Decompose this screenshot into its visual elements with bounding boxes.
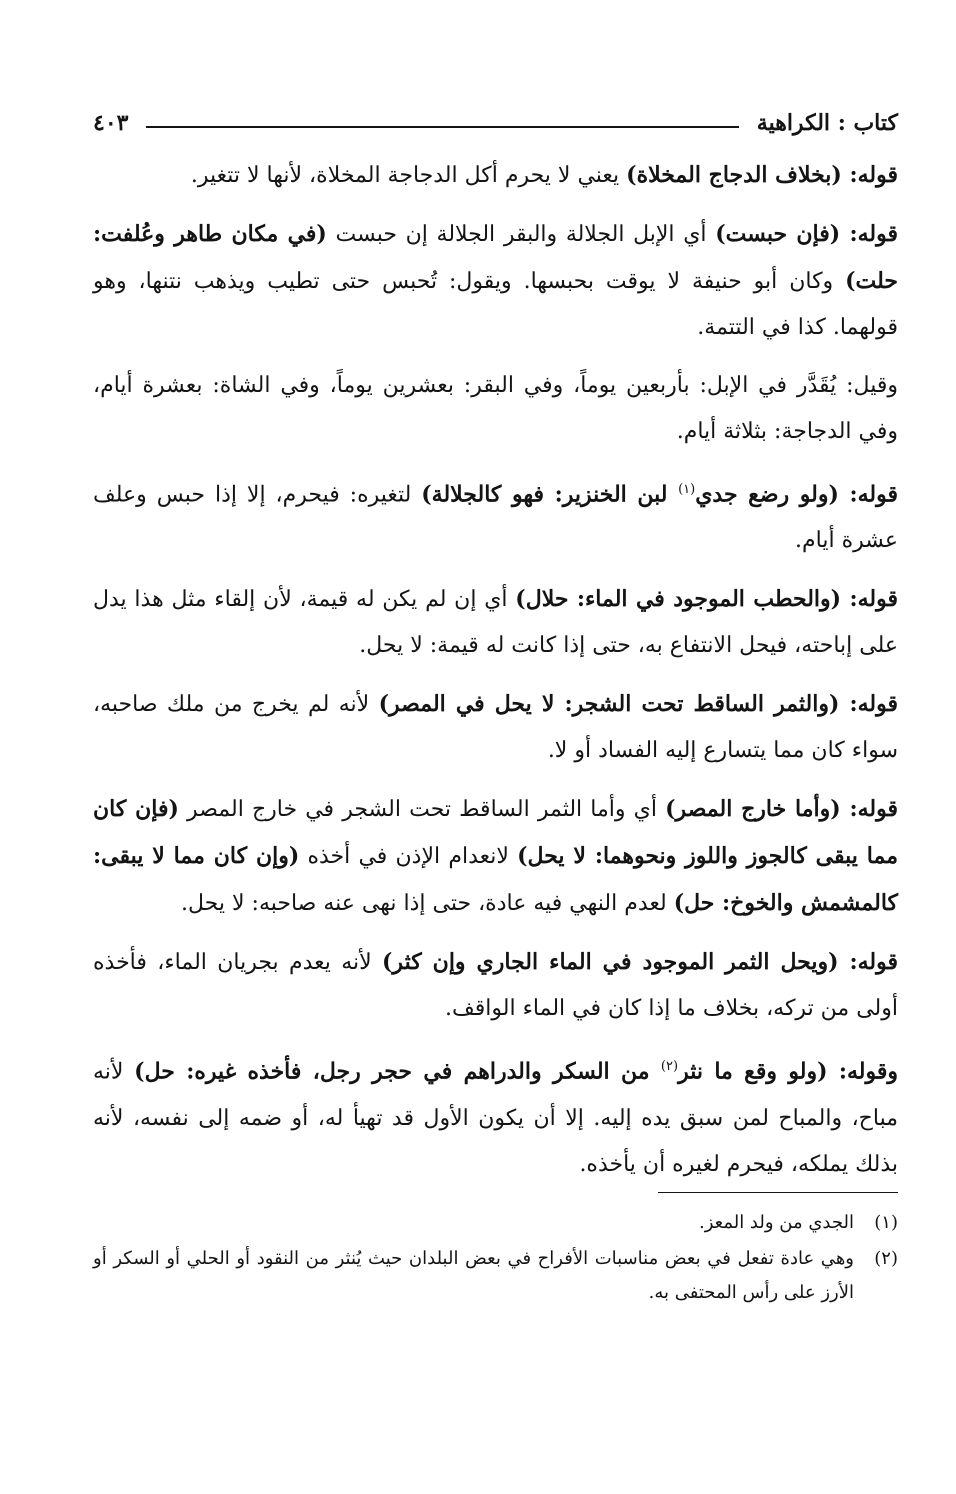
paragraph <box>93 152 898 199</box>
quoted-text: وقوله: <box>827 1058 898 1085</box>
footnote-separator <box>658 1192 898 1193</box>
quoted-text: قوله: <box>838 949 898 976</box>
paragraph <box>93 576 898 669</box>
quoted-text: (وإن كان مما لا يبقى: كالمشمش والخوخ: حل) <box>93 843 898 917</box>
quoted-text: (وأما خارج المصر) <box>665 796 841 823</box>
paragraph <box>93 786 898 927</box>
commentary-text: لأنه مباح، والمباح لمن سبق يده إليه. إلا أن يكون الأول قد تهيأ له، أو ضمه إلى نفسه، لأنه بذلك يملكه، فيحرم لغيره أن يأخذه. <box>93 1059 898 1177</box>
quoted-text: (ويحل الثمر الموجود في الماء الجاري وإن كثر) <box>382 949 839 976</box>
quoted-text: قوله: <box>838 481 898 508</box>
commentary-text: لتغيره: فيحرم، إلا إذا حبس وعلف عشرة أيام. <box>93 482 898 554</box>
quoted-text: (فإن حبست) <box>715 221 841 247</box>
main-text <box>93 152 898 1200</box>
quoted-text: (ولو وقع ما نثر <box>678 1058 828 1085</box>
commentary-text: أي وأما الثمر الساقط تحت الشجر في خارج المصر <box>178 797 666 823</box>
footnote-ref: (١) <box>678 482 696 497</box>
quoted-text: قوله: <box>840 796 898 823</box>
commentary-text: لانعدام الإذن في أخذه <box>299 844 518 870</box>
commentary-text: وقيل: يُقَدَّر في الإبل: بأربعين يوماً، وفي البقر: بعشرين يوماً، وفي الشاة: بعشرة أيام، وفي الدجاجة: بثلاثة أيام. <box>93 373 898 444</box>
header-rule <box>146 126 738 128</box>
footnote-number: (١) <box>874 1212 898 1233</box>
commentary-text: وكان أبو حنيفة لا يوقت بحبسها. ويقول: تُحبس حتى تطيب ويذهب نتنها، وهو قولهما. كذا في التتمة. <box>93 269 898 340</box>
commentary-text: أي إن لم يكن له قيمة، لأن إلقاء مثل هذا يدل على إباحته، فيحل الانتفاع به، حتى إذا كانت له قيمة: لا يحل. <box>93 587 898 659</box>
commentary-text: لأنه لم يخرج من ملك صاحبه، سواء كان مما يتسارع إليه الفساد أو لا. <box>93 692 898 764</box>
quoted-text: (ولو رضع جدي <box>695 481 839 508</box>
quoted-text: قوله: <box>840 221 898 247</box>
quoted-text: (بخلاف الدجاج المخلاة) <box>626 162 842 188</box>
quoted-text: قوله: <box>841 586 898 613</box>
quoted-text: لبن الخنزير: فهو كالجلالة) <box>421 481 679 508</box>
commentary-text: لأنه يعدم بجريان الماء، فأخذه أولى من تركه، بخلاف ما إذا كان في الماء الواقف. <box>93 950 898 1022</box>
footnote <box>93 1242 898 1310</box>
quoted-text: (والحطب الموجود في الماء: حلال) <box>515 586 842 613</box>
footnote-text: وهي عادة تفعل في بعض مناسبات الأفراح في بعض البلدان حيث يُنثر من النقود أو الحلي أو السكر أو الأرز على رأس المحتفى به. <box>93 1248 854 1303</box>
commentary-text: أي الإبل الجلالة والبقر الجلالة إن حبست <box>326 222 716 247</box>
paragraph <box>93 363 898 455</box>
paragraph <box>93 1044 898 1187</box>
paragraph <box>93 211 898 351</box>
commentary-text: لعدم النهي فيه عادة، حتى إذا نهى عنه صاحبه: لا يحل. <box>181 891 674 917</box>
quoted-text: من السكر والدراهم في حجر رجل، فأخذه غيره: حل) <box>134 1058 661 1085</box>
footnotes <box>93 1206 898 1312</box>
commentary-text: يعني لا يحرم أكل الدجاجة المخلاة، لأنها لا تتغير. <box>190 163 627 188</box>
footnote-text: الجدي من ولد المعز. <box>698 1212 854 1233</box>
paragraph <box>93 681 898 774</box>
paragraph <box>93 467 898 564</box>
footnote-number: (٢) <box>874 1248 898 1269</box>
quoted-text: قوله: <box>839 691 898 718</box>
quoted-text: قوله: <box>841 162 898 188</box>
running-header <box>93 100 898 136</box>
footnote-ref: (٢) <box>660 1059 679 1075</box>
quoted-text: (فإن كان مما يبقى كالجوز واللوز ونحوهما: لا يحل) <box>93 796 898 870</box>
page-number: ٤٠٣ <box>93 110 129 136</box>
quoted-text: (والثمر الساقط تحت الشجر: لا يحل في المصر) <box>378 691 840 718</box>
quoted-text: (في مكان طاهر وعُلفت: حلت) <box>93 221 898 294</box>
paragraph <box>93 939 898 1032</box>
footnote <box>93 1206 898 1240</box>
chapter-title: كتاب : الكراهية <box>756 110 898 136</box>
